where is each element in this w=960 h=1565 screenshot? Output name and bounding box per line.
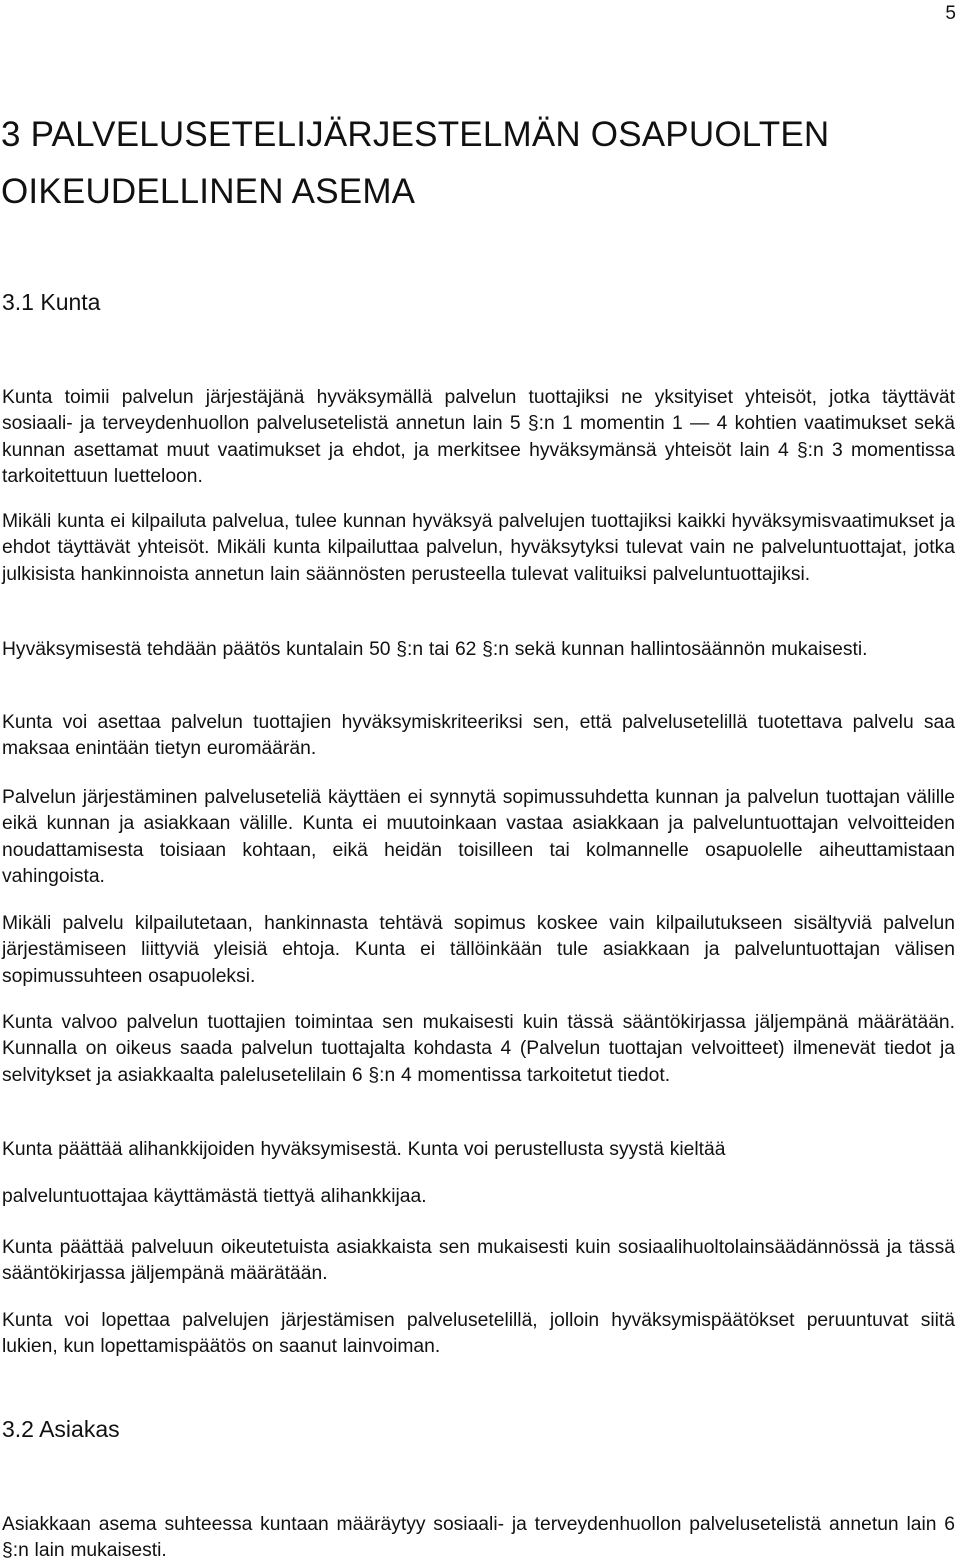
page-title xyxy=(1,106,829,220)
kunta-paragraph-5: Palvelun järjestäminen palveluseteliä käyttäen ei synnytä sopimussuhdetta kunnan ja palvelun tuottajan välille eikä kunnan ja asiakkaan välille. Kunta ei muutoinkaan vastaa asiakkaan ja palveluntuottajan velvoitteiden noudattamisesta toisiaan kohtaan, eikä heidän toisilleen tai kolmannelle osapuolelle aiheuttamistaan vahingoista. xyxy=(2,787,955,887)
kunta-paragraph-1: Kunta toimii palvelun järjestäjänä hyväksymällä palvelun tuottajiksi ne yksityiset yhteisöt, jotka täyttävät sosiaali- ja terveydenhuollon palvelusetelistä annetun lain 5 §:n 1 momentin 1 — 4 kohtien vaatimukset sekä kunnan asettamat muut vaatimukset ja ehdot, ja merkitsee hyväksymänsä yhteisöt lain 4 §:n 3 momentissa tarkoitettuun luetteloon. xyxy=(2,387,955,487)
section-heading-kunta: 3.1 Kunta xyxy=(2,289,101,315)
kunta-paragraph-8-line-1: Kunta päättää alihankkijoiden hyväksymisestä. Kunta voi perustellusta syystä kieltää xyxy=(2,1139,726,1160)
kunta-paragraph-3: Hyväksymisestä tehdään päätös kuntalain 50 §:n tai 62 §:n sekä kunnan hallintosäännön mukaisesti. xyxy=(2,639,868,660)
page-title-line-2: OIKEUDELLINEN ASEMA xyxy=(1,172,416,211)
page-number: 5 xyxy=(945,3,956,24)
page-title-line-1: 3 PALVELUSETELIJÄRJESTELMÄN OSAPUOLTEN xyxy=(1,115,830,154)
kunta-paragraph-7: Kunta valvoo palvelun tuottajien toimintaa sen mukaisesti kuin tässä sääntökirjassa jäljempänä määrätään. Kunnalla on oikeus saada palvelun tuottajalta kohdasta 4 (Palvelun tuottajan velvoitteet) ilmenevät tiedot ja selvitykset ja asiakkaalta palelusetelilain 6 §:n 4 momentissa tarkoitetut tiedot. xyxy=(2,1012,955,1086)
asiakas-paragraph-1: Asiakkaan asema suhteessa kuntaan määräytyy sosiaali- ja terveydenhuollon palvelusetelistä annetun lain 6 §:n lain mukaisesti. xyxy=(2,1514,955,1562)
kunta-paragraph-4: Kunta voi asettaa palvelun tuottajien hyväksymiskriteeriksi sen, että palvelusetelillä tuotettava palvelu saa maksaa enintään tietyn euromäärän. xyxy=(2,712,955,760)
kunta-paragraph-6: Mikäli palvelu kilpailutetaan, hankinnasta tehtävä sopimus koskee vain kilpailutukseen sisältyviä palvelun järjestämiseen liittyviä yleisiä ehtoja. Kunta ei tällöinkään tule asiakkaan ja palveluntuottajan välisen sopimussuhteen osapuoleksi. xyxy=(2,913,955,987)
kunta-paragraph-9: Kunta päättää palveluun oikeutetuista asiakkaista sen mukaisesti kuin sosiaalihuoltolainsäädännössä ja tässä sääntökirjassa jäljempänä määrätään. xyxy=(2,1237,955,1285)
kunta-paragraph-2: Mikäli kunta ei kilpailuta palvelua, tulee kunnan hyväksyä palvelujen tuottajiksi kaikki hyväksymisvaatimukset ja ehdot täyttävät yhteisöt. Mikäli kunta kilpailuttaa palvelun, hyväksytyksi tulevat vain ne palveluntuottajat, jotka julkisista hankinnoista annetun lain säännösten perusteella tulevat valituiksi palveluntuottajiksi. xyxy=(2,511,955,585)
section-heading-asiakas: 3.2 Asiakas xyxy=(2,1416,120,1442)
kunta-paragraph-10: Kunta voi lopettaa palvelujen järjestämisen palvelusetelillä, jolloin hyväksymispäätökset peruuntuvat siitä lukien, kun lopettamispäätös on saanut lainvoiman. xyxy=(2,1310,955,1358)
kunta-paragraph-8-line-2: palveluntuottajaa käyttämästä tiettyä alihankkijaa. xyxy=(2,1186,427,1207)
